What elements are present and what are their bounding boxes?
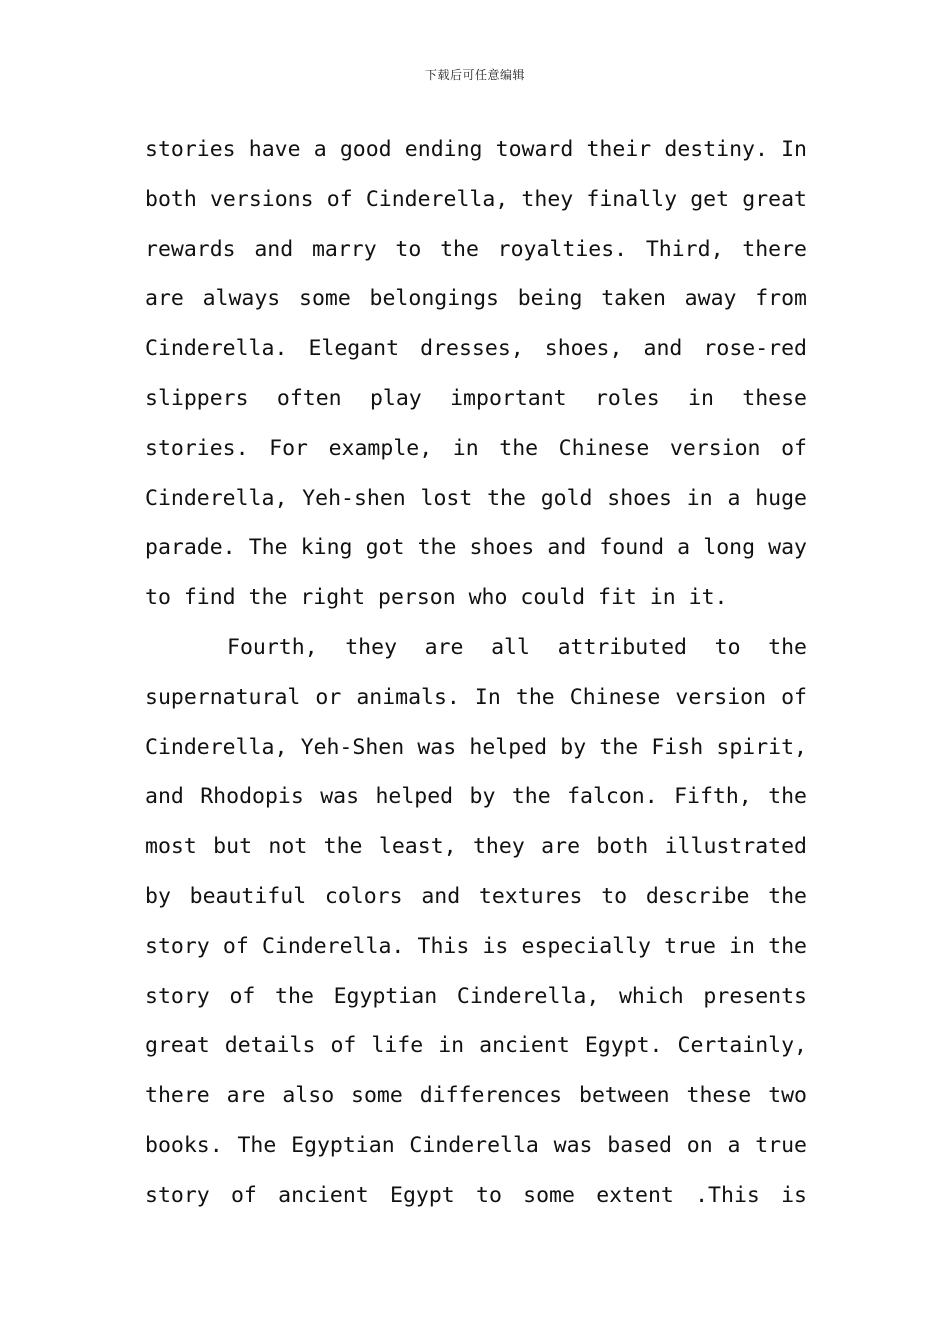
text-line: story of the Egyptian Cinderella, which presents: [145, 983, 807, 1009]
text-line: great details of life in ancient Egypt. Certainly,: [145, 1033, 807, 1059]
text-line: most but not the least, they are both illustrated: [145, 834, 807, 860]
text-line: stories have a good ending toward their destiny. In: [145, 137, 807, 162]
text-line: Cinderella, Yeh-shen lost the gold shoes in a huge: [145, 485, 807, 511]
text-line: Cinderella. Elegant dresses, shoes, and rose-red: [145, 336, 807, 362]
text-line: by beautiful colors and textures to describe the: [145, 883, 807, 909]
text-line: supernatural or animals. In the Chinese version of: [145, 684, 807, 710]
text-line: stories. For example, in the Chinese version of: [145, 435, 807, 461]
text-line: slippers often play important roles in these: [145, 385, 807, 411]
text-line: parade. The king got the shoes and found a long way: [145, 535, 807, 561]
text-line: there are also some differences between these two: [145, 1083, 807, 1109]
text-line: story of Cinderella. This is especially true in the: [145, 933, 807, 959]
text-line: Cinderella, Yeh-Shen was helped by the Fish spirit,: [145, 734, 807, 760]
text-line: books. The Egyptian Cinderella was based on a true: [145, 1132, 807, 1158]
body-text: [145, 125, 807, 1221]
text-line-paragraph-start: Fourth, they are all attributed to the: [227, 634, 807, 660]
text-line-paragraph-end: to find the right person who could fit in it.: [145, 585, 728, 611]
text-line: story of ancient Egypt to some extent .This is: [145, 1182, 807, 1208]
page-header: 下载后可任意编辑: [424, 68, 525, 82]
text-line: both versions of Cinderella, they finally get great: [145, 186, 807, 212]
text-line: and Rhodopis was helped by the falcon. Fifth, the: [145, 784, 807, 810]
text-line: rewards and marry to the royalties. Third, there: [145, 236, 807, 262]
text-line: are always some belongings being taken away from: [145, 286, 807, 312]
